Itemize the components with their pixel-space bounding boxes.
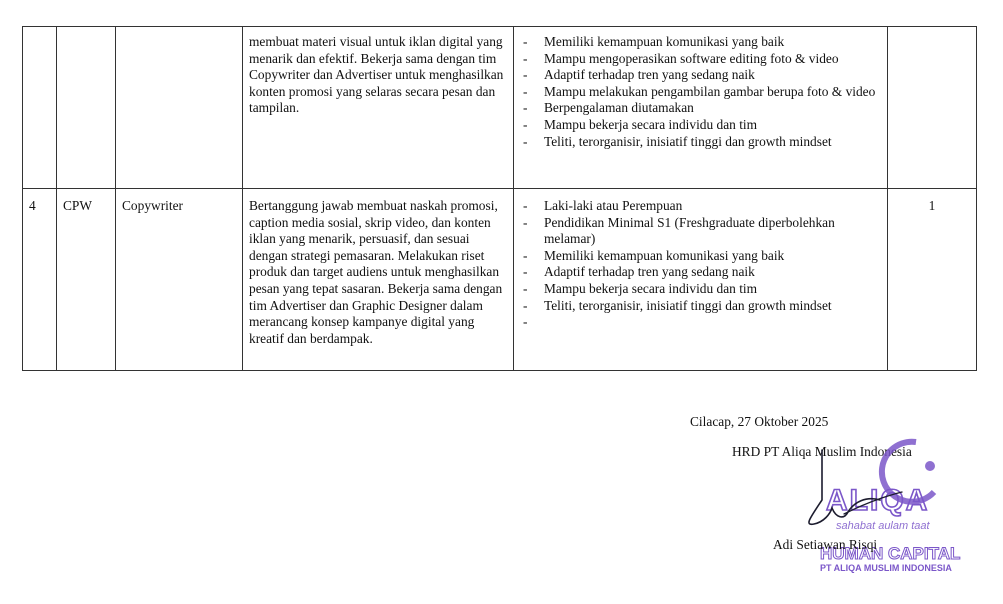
requirements-list xyxy=(520,34,881,150)
handwritten-signature xyxy=(800,440,920,532)
requirement-item: - Berpengalaman diutamakan xyxy=(520,100,881,117)
requirement-item: - Mampu bekerja secara individu dan tim xyxy=(520,117,881,134)
svg-text:ALIQA: ALIQA xyxy=(826,484,930,517)
cell-quantity xyxy=(888,27,977,189)
requirement-item xyxy=(520,314,881,331)
cell-code: CPW xyxy=(57,189,116,371)
cell-requirements xyxy=(514,189,888,371)
table-row xyxy=(23,189,977,371)
cell-no: 4 xyxy=(23,189,57,371)
svg-text:PT ALIQA MUSLIM INDONESIA: PT ALIQA MUSLIM INDONESIA xyxy=(820,563,952,573)
requirement-item: - Mampu melakukan pengambilan gambar berupa foto & video xyxy=(520,84,881,101)
cell-code xyxy=(57,27,116,189)
svg-text:sahabat aulam taat: sahabat aulam taat xyxy=(836,520,930,532)
cell-no xyxy=(23,27,57,189)
signer-name: Adi Setiawan Risqi xyxy=(773,537,878,552)
requirement-item: - Teliti, terorganisir, inisiatif tinggi dan growth mindset xyxy=(520,298,881,315)
requirements-list xyxy=(520,198,881,331)
requirement-item: - Memiliki kemampuan komunikasi yang baik xyxy=(520,34,881,51)
company-title: HRD PT Aliqa Muslim Indonesia xyxy=(732,444,912,459)
requirement-item: - Teliti, terorganisir, inisiatif tinggi dan growth mindset xyxy=(520,134,881,151)
cell-position: Copywriter xyxy=(116,189,243,371)
cell-requirements xyxy=(514,27,888,189)
svg-text:HUMAN CAPITAL: HUMAN CAPITAL xyxy=(820,544,961,563)
job-requirements-table xyxy=(22,26,977,371)
requirement-item: - Mampu bekerja secara individu dan tim xyxy=(520,281,881,298)
table-row xyxy=(23,27,977,189)
requirement-item: - Laki-laki atau Perempuan xyxy=(520,198,881,215)
requirement-item: - Memiliki kemampuan komunikasi yang baik xyxy=(520,248,881,265)
requirement-item: - Adaptif terhadap tren yang sedang naik xyxy=(520,67,881,84)
cell-position xyxy=(116,27,243,189)
cell-description: membuat materi visual untuk iklan digital yang menarik dan efektif. Bekerja sama dengan tim Copywriter dan Advertiser untuk menghasilkan konten promosi yang selaras secara pesan dan tampilan. xyxy=(243,27,514,189)
requirement-item: - Adaptif terhadap tren yang sedang naik xyxy=(520,264,881,281)
place-date: Cilacap, 27 Oktober 2025 xyxy=(690,414,829,429)
cell-description: Bertanggung jawab membuat naskah promosi, caption media sosial, skrip video, dan konten iklan yang menarik, persuasif, dan sesuai dengan strategi pemasaran. Melakukan riset produk dan target audiens untuk menghasilkan pesan yang tepat sasaran. Bekerja sama dengan tim Advertiser dan Graphic Designer dalam merancang konsep kampanye digital yang kreatif dan berdampak. xyxy=(243,189,514,371)
requirement-item: - Mampu mengoperasikan software editing foto & video xyxy=(520,51,881,68)
cell-quantity: 1 xyxy=(888,189,977,371)
requirement-item: - Pendidikan Minimal S1 (Freshgraduate diperbolehkan melamar) xyxy=(520,215,881,248)
